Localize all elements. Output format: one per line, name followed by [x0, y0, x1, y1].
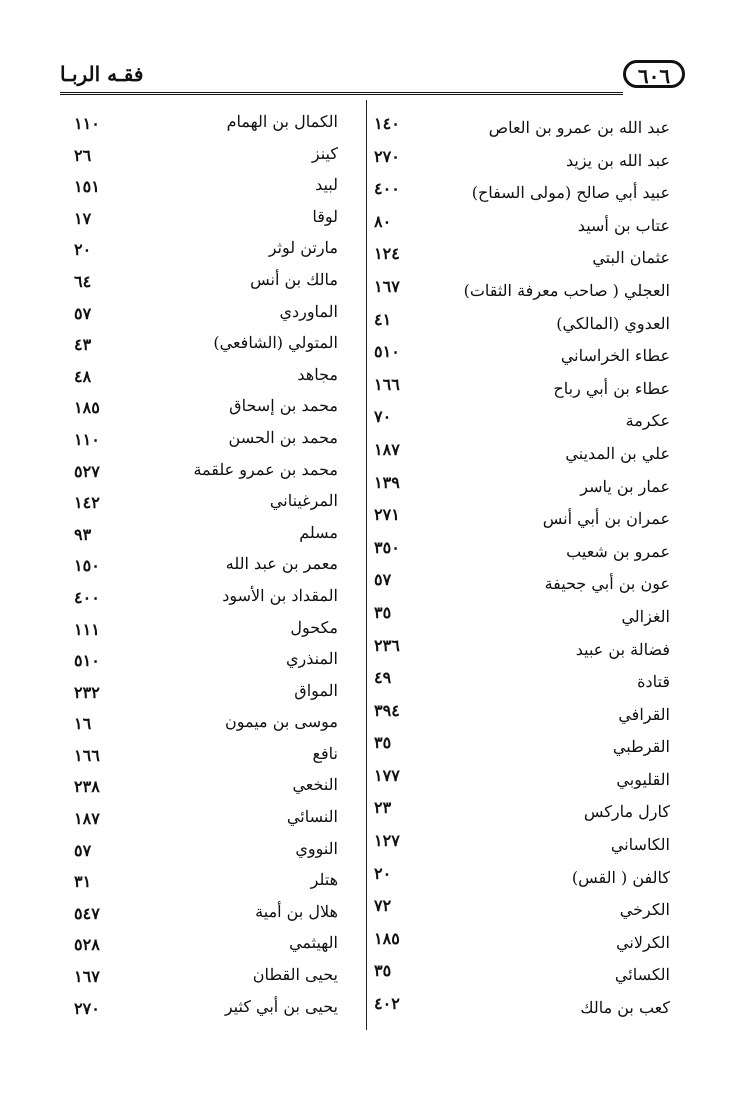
- entry-name: المنذري: [285, 649, 338, 669]
- entry-page-number: ١٨٥: [374, 928, 400, 948]
- entry-page-number: ٥٤٧: [74, 903, 100, 923]
- index-entry: [370, 634, 670, 667]
- index-entry: [370, 373, 670, 406]
- entry-name: النسائي: [286, 807, 338, 827]
- entry-name: نافع: [312, 743, 338, 763]
- entry-page-number: ٢٧٠: [74, 998, 100, 1018]
- index-entry: [370, 666, 670, 699]
- entry-name: عون بن أبي جحيفة: [544, 574, 670, 594]
- index-column-right: [370, 112, 670, 1025]
- entry-page-number: ٣٥: [374, 602, 392, 622]
- entry-name: كينز: [311, 143, 338, 163]
- index-entry: [60, 396, 362, 428]
- index-entry: [60, 586, 362, 618]
- entry-page-number: ١٥١: [74, 177, 100, 197]
- entry-page-number: ١٤٠: [374, 114, 400, 133]
- entry-page-number: ٢٦: [74, 145, 92, 165]
- index-entry: [370, 894, 670, 927]
- entry-name: هتلر: [310, 870, 338, 890]
- page-header: [60, 58, 685, 94]
- index-entry: [370, 536, 670, 569]
- header-rule: [60, 92, 623, 95]
- entry-name: المقداد بن الأسود: [222, 585, 338, 605]
- entry-name: المتولي (الشافعي): [213, 333, 338, 353]
- entry-name: موسى بن ميمون: [224, 712, 338, 732]
- entry-name: هلال بن أمية: [255, 901, 338, 921]
- entry-page-number: ٩٣: [74, 524, 92, 544]
- index-entry: [370, 112, 670, 145]
- entry-page-number: ٢٧١: [374, 505, 400, 525]
- index-entry: [60, 554, 362, 586]
- running-title: فقـه الربـا: [60, 62, 144, 86]
- entry-page-number: ١٤٢: [74, 493, 100, 513]
- index-entry: [60, 775, 362, 807]
- entry-name: كارل ماركس: [583, 802, 670, 822]
- index-entry: [60, 965, 362, 997]
- entry-page-number: ٤٣: [74, 335, 92, 355]
- entry-page-number: ١٦٧: [374, 276, 400, 296]
- index-entry: [370, 568, 670, 601]
- index-entry: [370, 927, 670, 960]
- entry-page-number: ١٦٦: [74, 745, 100, 765]
- entry-name: عكرمة: [625, 411, 670, 431]
- entry-name: لبيد: [315, 175, 338, 195]
- index-entry: [60, 175, 362, 207]
- index-entry: [60, 238, 362, 270]
- entry-page-number: ٤٠٠: [374, 179, 400, 199]
- entry-name: الغزالي: [621, 606, 670, 626]
- entry-page-number: ٣٥: [374, 733, 392, 753]
- index-entry: [60, 681, 362, 713]
- entry-name: علي بن المديني: [565, 443, 670, 463]
- entry-name: عمرو بن شعيب: [566, 541, 670, 561]
- entry-page-number: ٧٠: [374, 407, 392, 427]
- entry-name: عمار بن ياسر: [580, 476, 670, 496]
- entry-name: قتادة: [637, 672, 670, 692]
- entry-page-number: ١٢٤: [374, 244, 400, 264]
- index-entry: [370, 405, 670, 438]
- entry-page-number: ١١٠: [74, 114, 100, 133]
- entry-name: فضالة بن عبيد: [575, 639, 670, 659]
- index-entry: [370, 177, 670, 210]
- entry-name: مالك بن أنس: [250, 269, 338, 289]
- entry-name: الكاساني: [610, 835, 670, 855]
- entry-page-number: ٣٥: [374, 961, 392, 981]
- index-entry: [60, 365, 362, 397]
- index-entry: [60, 618, 362, 650]
- index-entry: [370, 471, 670, 504]
- entry-name: عطاء الخراساني: [560, 346, 670, 366]
- index-entry: [370, 992, 670, 1025]
- entry-page-number: ١٦٧: [74, 967, 100, 987]
- index-entry: [60, 302, 362, 334]
- entry-name: كعب بن مالك: [580, 998, 670, 1018]
- index-entry: [370, 242, 670, 275]
- entry-name: محمد بن عمرو علقمة: [193, 459, 338, 479]
- entry-name: العجلي ( صاحب معرفة الثقات): [463, 280, 670, 300]
- entry-page-number: ٨٠: [374, 211, 392, 231]
- index-entry: [60, 144, 362, 176]
- index-entry: [60, 744, 362, 776]
- entry-name: عبيد أبي صالح (مولى السفاح): [471, 183, 670, 203]
- entry-page-number: ١١١: [74, 619, 100, 639]
- entry-page-number: ١٨٥: [74, 398, 100, 418]
- entry-name: القرطبي: [612, 737, 670, 757]
- entry-name: عطاء بن أبي رباح: [553, 378, 670, 398]
- index-entry: [60, 491, 362, 523]
- entry-page-number: ٢٣٦: [374, 635, 400, 655]
- entry-name: العدوي (المالكي): [556, 313, 670, 333]
- entry-page-number: ١٧٧: [374, 765, 400, 785]
- entry-page-number: ٤٩: [374, 668, 392, 688]
- index-entry: [370, 438, 670, 471]
- index-entry: [60, 460, 362, 492]
- index-entry: [370, 340, 670, 373]
- index-entry: [370, 210, 670, 243]
- entry-page-number: ٤٠٠: [74, 587, 100, 607]
- entry-page-number: ٢٣٨: [74, 777, 100, 797]
- index-entry: [60, 428, 362, 460]
- index-entry: [60, 997, 362, 1029]
- entry-page-number: ٢٠: [74, 240, 92, 260]
- entry-name: عبد الله بن يزيد: [566, 150, 670, 170]
- entry-page-number: ١٣٩: [374, 472, 400, 492]
- entry-name: محمد بن إسحاق: [229, 396, 338, 416]
- entry-name: مجاهد: [297, 364, 338, 384]
- index-entry: [60, 523, 362, 555]
- entry-name: المواق: [294, 680, 338, 700]
- entry-page-number: ١٨٧: [374, 439, 400, 459]
- index-entry: [370, 959, 670, 992]
- entry-name: القرافي: [618, 704, 670, 724]
- column-divider: [366, 100, 367, 1030]
- entry-page-number: ٣١: [74, 872, 92, 892]
- entry-page-number: ١٧: [74, 208, 92, 228]
- entry-page-number: ١٥٠: [74, 556, 100, 576]
- entry-name: محمد بن الحسن: [228, 427, 338, 447]
- entry-name: الهيثمي: [289, 933, 338, 953]
- index-entry: [60, 839, 362, 871]
- index-entry: [60, 207, 362, 239]
- entry-name: النووي: [295, 838, 338, 858]
- entry-page-number: ٤٨: [74, 366, 92, 386]
- entry-name: مسلم: [299, 522, 338, 542]
- entry-name: الماوردي: [279, 301, 338, 321]
- entry-page-number: ٤٠٢: [374, 994, 400, 1014]
- entry-name: الكسائي: [614, 965, 670, 985]
- index-entry: [60, 712, 362, 744]
- entry-name: مكحول: [290, 617, 338, 637]
- index-entry: [60, 807, 362, 839]
- entry-name: معمر بن عبد الله: [225, 554, 338, 574]
- entry-name: لوقا: [312, 206, 338, 226]
- page-number: ٦٠٦: [623, 60, 685, 88]
- entry-page-number: ٢٣: [374, 798, 392, 818]
- entry-page-number: ٣٥٠: [374, 537, 400, 557]
- index-entry: [370, 308, 670, 341]
- entry-page-number: ٣٩٤: [374, 700, 400, 720]
- entry-page-number: ٦٤: [74, 271, 92, 291]
- index-entry: [60, 870, 362, 902]
- index-entry: [370, 601, 670, 634]
- entry-page-number: ١١٠: [74, 429, 100, 449]
- index-entry: [370, 275, 670, 308]
- entry-name: كالفن ( القس): [571, 867, 670, 887]
- entry-page-number: ٥١٠: [374, 342, 400, 362]
- index-entry: [370, 764, 670, 797]
- entry-name: المرغيناني: [269, 491, 338, 511]
- index-entry: [60, 270, 362, 302]
- entry-page-number: ١٢٧: [374, 831, 400, 851]
- entry-name: الكمال بن الهمام: [226, 112, 338, 131]
- index-entry: [60, 333, 362, 365]
- entry-name: الكرلاني: [616, 932, 670, 952]
- index-entry: [370, 862, 670, 895]
- entry-name: النخعي: [292, 775, 338, 795]
- index-entry: [370, 829, 670, 862]
- index-entry: [60, 902, 362, 934]
- entry-page-number: ١٨٧: [74, 809, 100, 829]
- entry-name: يحيى القطان: [252, 965, 338, 985]
- entry-name: الكرخي: [619, 900, 670, 920]
- index-entry: [370, 699, 670, 732]
- entry-name: يحيى بن أبي كثير: [224, 996, 338, 1016]
- entry-page-number: ٥٢٨: [74, 935, 100, 955]
- entry-page-number: ٥١٠: [74, 651, 100, 671]
- entry-page-number: ٢٣٢: [74, 682, 100, 702]
- entry-name: عمران بن أبي أنس: [542, 509, 670, 529]
- index-entry: [370, 145, 670, 178]
- index-entry: [370, 503, 670, 536]
- entry-page-number: ٢٧٠: [374, 146, 400, 166]
- entry-name: عثمان البتي: [592, 248, 670, 268]
- entry-name: مارتن لوثر: [268, 238, 338, 258]
- entry-page-number: ٧٢: [374, 896, 392, 916]
- entry-page-number: ٥٢٧: [74, 461, 100, 481]
- entry-name: عتاب بن أسيد: [577, 215, 670, 235]
- index-entry: [370, 796, 670, 829]
- entry-page-number: ١٦: [74, 714, 92, 734]
- entry-page-number: ٥٧: [374, 570, 392, 590]
- entry-name: القليوبي: [616, 769, 670, 789]
- entry-page-number: ٤١: [374, 309, 392, 329]
- entry-page-number: ٥٧: [74, 303, 92, 323]
- index-entry: [60, 933, 362, 965]
- index-entry: [60, 649, 362, 681]
- entry-page-number: ٢٠: [374, 863, 392, 883]
- index-column-left: [60, 112, 362, 1028]
- index-entry: [370, 731, 670, 764]
- index-entry: [60, 112, 362, 144]
- entry-page-number: ٥٧: [74, 840, 92, 860]
- entry-name: عبد الله بن عمرو بن العاص: [488, 118, 670, 137]
- entry-page-number: ١٦٦: [374, 374, 400, 394]
